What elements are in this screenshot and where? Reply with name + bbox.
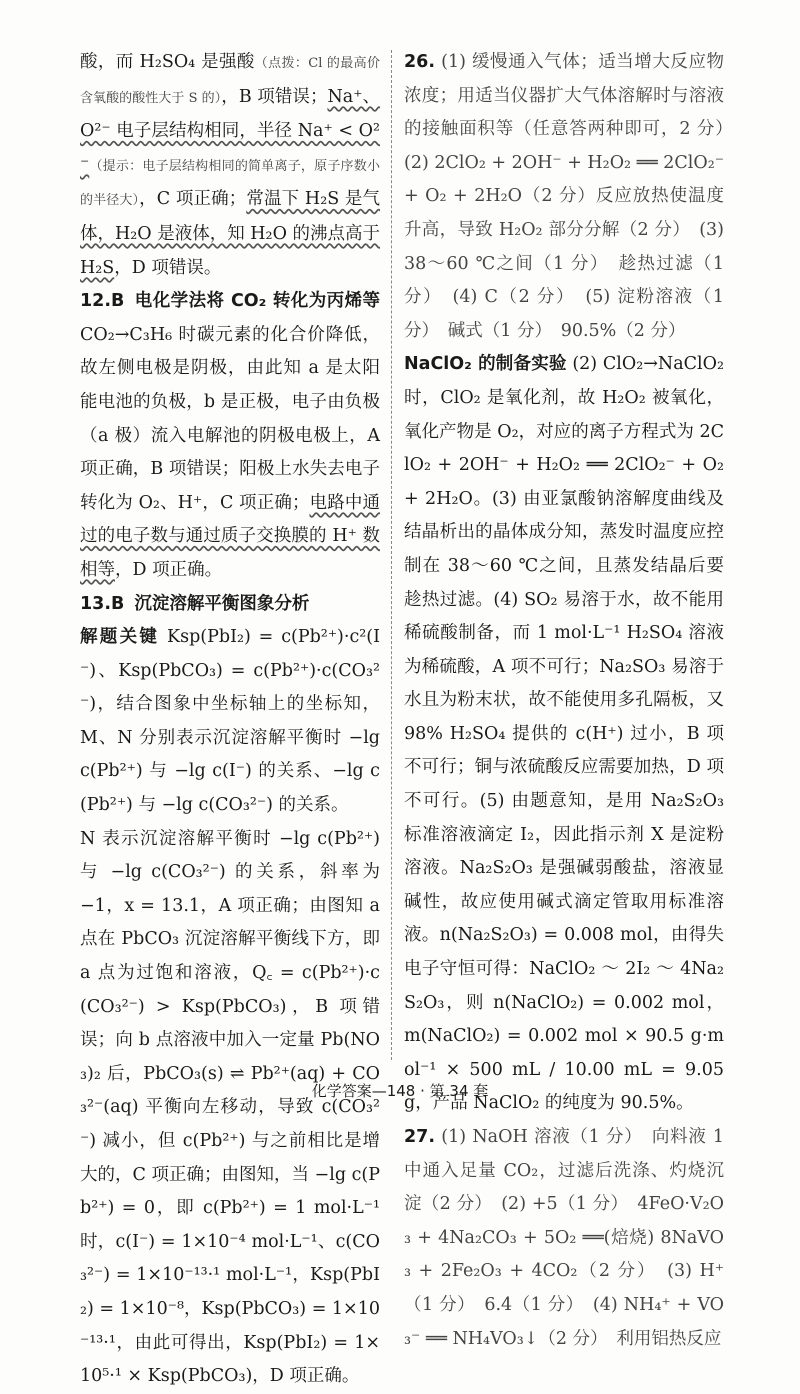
- q27-number: 27.: [404, 1127, 436, 1147]
- q27-answer: 27. (1) NaOH 溶液（1 分） 向料液 1 中通入足量 CO₂，过滤后洗涤、灼烧沉淀（2 分） (2) +5（1 分） 4FeO·V₂O₃ + 4Na₂CO₃ + 5O₂ ══(焙烧) 8NaVO₃ + 2Fe₂O₃ + 4CO₂（2 分） (3) H⁺（1 分） 6.4（1 分） (4) NH₄⁺ + VO₃⁻ ══ NH₄VO₃↓（2 分） 利用铝热反应: [404, 1127, 724, 1349]
- q26-explanation: NaClO₂ 的制备实验 (2) ClO₂→NaClO₂ 时，ClO₂ 是氧化剂，故 H₂O₂ 被氧化，氧化产物是 O₂，对应的离子方程式为 2ClO₂ + 2OH⁻ + H₂O₂ ══ 2ClO₂⁻ + O₂ + 2H₂O。(3) 由亚氯酸钠溶解度曲线及结晶析出的晶体成分知，蒸发时温度应控制在 38～60 ℃之间，且蒸发结晶后要趁热过滤。(4) SO₂ 易溶于水，故不能用稀硫酸制备，而 1 mol·L⁻¹ H₂SO₄ 溶液为稀硫酸，A 项不可行；Na₂SO₃ 易溶于水且为粉末状，故不能使用多孔隔板，又 98% H₂SO₄ 提供的 c(H⁺) 过小，B 项不可行；铜与浓硫酸反应需要加热，D 项不可行。(5) 由题意知，是用 Na₂S₂O₃ 标准溶液滴定 I₂，因此指示剂 X 是淀粉溶液。Na₂S₂O₃ 是强碱弱酸盐，溶液显碱性，故应使用碱式滴定管取用标准溶液。n(Na₂S₂O₃) = 0.008 mol，由得失电子守恒可得：NaClO₂ ～ 2I₂ ～ 4Na₂S₂O₃，则 n(NaClO₂) = 0.002 mol，m(NaClO₂) = 0.002 mol × 90.5 g·mol⁻¹ × 500 mL / 10.00 mL = 9.05 g，产品 NaClO₂ 的纯度为 90.5%。: [404, 354, 724, 1114]
- q13-body: N 表示沉淀溶解平衡时 −lg c(Pb²⁺) 与 −lg c(CO₃²⁻) 的关系，斜率为 −1，x = 13.1，A 项正确；由图知 a 点在 PbCO₃ 沉淀溶解平衡线下方，即 a 点为过饱和溶液，Q꜀ = c(Pb²⁺)·c(CO₃²⁻) > Ksp(PbCO₃)，B 项错误；向 b 点溶液中加入一定量 Pb(NO₃)₂ 后，PbCO₃(s) ⇌ Pb²⁺(aq) + CO₃²⁻(aq) 平衡向左移动，导致 c(CO₃²⁻) 减小，但 c(Pb²⁺) 与之前相比是增大的，C 项正确；由图知，当 −lg c(Pb²⁺) = 0，即 c(Pb²⁺) = 1 mol·L⁻¹ 时，c(I⁻) = 1×10⁻⁴ mol·L⁻¹、c(CO₃²⁻) = 1×10⁻¹³·¹ mol·L⁻¹，Ksp(PbI₂) = 1×10⁻⁸，Ksp(PbCO₃) = 1×10⁻¹³·¹，由此可得出，Ksp(PbI₂) = 1×10⁵·¹ × Ksp(PbCO₃)，D 项正确。: [80, 828, 380, 1387]
- q13-answer: B: [111, 593, 125, 614]
- q11-continuation: 酸，而 H₂SO₄ 是强酸（点拨：Cl 的最高价含氧酸的酸性大于 S 的），B 项错误；Na⁺、O²⁻ 电子层结构相同，半径 Na⁺ < O²⁻（提示：电子层结构相同的简单离子，原子序数小的半径大），C 项正确；常温下 H₂S 是气体，H₂O 是液体，知 H₂O 的沸点高于 H₂S，D 项错误。: [80, 52, 381, 278]
- q12-answer: B: [111, 291, 125, 312]
- q13-tag: 沉淀溶解平衡图象分析: [134, 593, 310, 614]
- q26-answer: 26. (1) 缓慢通入气体；适当增大反应物浓度；用适当仪器扩大气体溶解时与溶液的接触面积等（任意答两种即可，2 分） (2) 2ClO₂ + 2OH⁻ + H₂O₂ ══ 2ClO₂⁻ + O₂ + 2H₂O（2 分）反应放热使温度升高，导致 H₂O₂ 部分分解（2 分） (3) 38～60 ℃之间（1 分） 趁热过滤（1 分） (4) C（2 分） (5) 淀粉溶液（1 分） 碱式（1 分） 90.5%（2 分）: [404, 52, 742, 341]
- column-divider: [391, 50, 392, 1060]
- q13-number: 13.: [80, 593, 112, 614]
- q13-key: 解题关键 Ksp(PbI₂) = c(Pb²⁺)·c²(I⁻)、Ksp(PbCO₃) = c(Pb²⁺)·c(CO₃²⁻)，结合图象中坐标轴上的坐标知，M、N 分别表示沉淀溶解平衡时 −lg c(Pb²⁺) 与 −lg c(I⁻) 的关系、−lg c(Pb²⁺) 与 −lg c(CO₃²⁻) 的关系。: [80, 627, 380, 816]
- q12-block: 12.B 电化学法将 CO₂ 转化为丙烯等 CO₂→C₃H₆ 时碳元素的化合价降低，故左侧电极是阴极，由此知 a 是太阳能电池的负极，b 是正极，电子由负极（a 极）流入电解池的阴极电极上，A 项正确，B 项错误；阳极上水失去电子转化为 O₂、H⁺，C 项正确；电路中通过的电子数与通过质子交换膜的 H⁺ 数相等，D 项正确。: [80, 291, 380, 580]
- page-footer: 化学答案—148 · 第 34 套: [311, 1082, 489, 1100]
- q13-header: [80, 588, 380, 622]
- q12-number: 12.: [80, 291, 112, 312]
- q26-number: 26.: [404, 52, 436, 72]
- right-column: [404, 46, 742, 1349]
- left-column: [80, 46, 381, 1387]
- key-label: 解题关键: [80, 627, 160, 648]
- q26-tag: NaClO₂ 的制备实验: [404, 354, 567, 375]
- q12-tag: 电化学法将 CO₂ 转化为丙烯等: [134, 291, 380, 312]
